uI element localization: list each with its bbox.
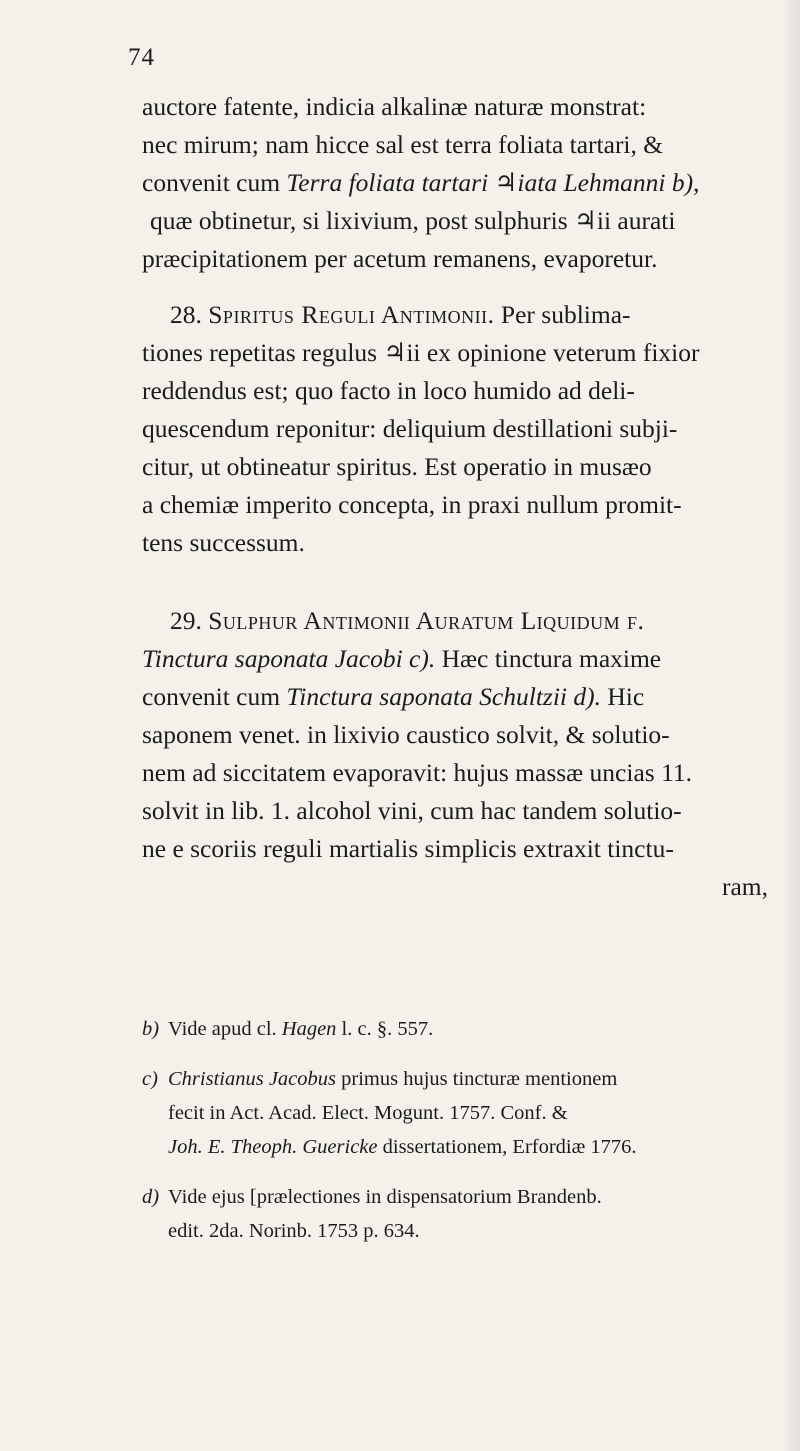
italic-reference: Joh. E. Theoph. Guericke xyxy=(168,1136,378,1158)
italic-reference: Tinctura saponata Jacobi c). xyxy=(142,644,436,673)
catchword: ram, xyxy=(721,872,768,901)
footnote-mark: d) xyxy=(142,1186,160,1208)
text-line: a chemiæ imperito concepta, in praxi nullum promit- xyxy=(142,490,682,519)
footnote-mark: b) xyxy=(142,1018,160,1040)
italic-reference: Christianus Jacobus xyxy=(168,1068,336,1090)
text-span: Hic xyxy=(601,682,645,711)
text-span: Hæc tinctura maxime xyxy=(435,644,662,673)
text-line: fecit in Act. Acad. Elect. Mogunt. 1757. Conf. & xyxy=(168,1102,568,1124)
footnote-d xyxy=(142,1180,772,1248)
text-line: edit. 2da. Norinb. 1753 p. 634. xyxy=(168,1220,420,1242)
text-line: solvit in lib. 1. alcohol vini, cum hac tandem solutio- xyxy=(142,796,682,825)
page-edge-shadow xyxy=(782,0,800,1451)
text-span: dissertationem, Erfordiæ 1776. xyxy=(377,1136,637,1158)
italic-reference: Hagen xyxy=(281,1018,337,1040)
text-line: tiones repetitas regulus ♃ii ex opinione veterum fixior xyxy=(142,338,700,367)
section-number: 28. xyxy=(170,300,202,329)
section-heading: Spiritus Reguli Antimonii. xyxy=(208,300,495,329)
text-span: convenit cum xyxy=(142,682,287,711)
footnote-b xyxy=(142,1012,772,1046)
text-line: auctore fatente, indicia alkalinæ naturæ monstrat: xyxy=(142,92,647,121)
footnote-c xyxy=(142,1062,772,1164)
footnote-mark: c) xyxy=(142,1068,158,1090)
section-29-heading-line xyxy=(142,602,772,640)
text-line xyxy=(142,678,772,716)
text-line: nec mirum; nam hicce sal est terra foliata tartari, & xyxy=(142,130,664,159)
text-span: convenit cum xyxy=(142,168,287,197)
main-text xyxy=(142,88,772,906)
text-line: saponem venet. in lixivio caustico solvit, & solutio- xyxy=(142,720,670,749)
text-span: l. c. §. 557. xyxy=(336,1018,434,1040)
text-line: nem ad siccitatem evaporavit: hujus massæ uncias 11. xyxy=(142,758,693,787)
text-line: quescendum reponitur: deliquium destillationi subji- xyxy=(142,414,678,443)
text-span: Per sublima- xyxy=(500,300,631,329)
text-line: præcipitationem per acetum remanens, evaporetur. xyxy=(142,244,658,273)
italic-reference: Tinctura saponata Schultzii d). xyxy=(286,682,601,711)
page-number: 74 xyxy=(128,44,155,71)
text-line: reddendus est; quo facto in loco humido ad deli- xyxy=(142,376,635,405)
italic-reference: Terra foliata tartari ♃iata Lehmanni b), xyxy=(286,168,700,197)
text-span: primus hujus tincturæ mentionem xyxy=(336,1068,618,1090)
text-span: Vide ejus [prælectiones in dispensatorium Brandenb. xyxy=(168,1186,602,1208)
section-28-heading-line xyxy=(142,296,772,334)
text-line: citur, ut obtineatur spiritus. Est operatio in musæo xyxy=(142,452,652,481)
section-number: 29. xyxy=(170,606,202,635)
text-line xyxy=(142,640,772,678)
text-line xyxy=(142,164,772,202)
text-span: Vide apud cl. xyxy=(168,1018,282,1040)
text-line: tens successum. xyxy=(142,528,305,557)
text-line: ne e scoriis reguli martialis simplicis extraxit tinctu- xyxy=(142,834,674,863)
text-line: quæ obtinetur, si lixivium, post sulphuris ♃ii aurati xyxy=(150,206,676,235)
footnotes xyxy=(142,1012,772,1264)
section-heading: Sulphur Antimonii Auratum Liquidum f. xyxy=(208,606,645,635)
